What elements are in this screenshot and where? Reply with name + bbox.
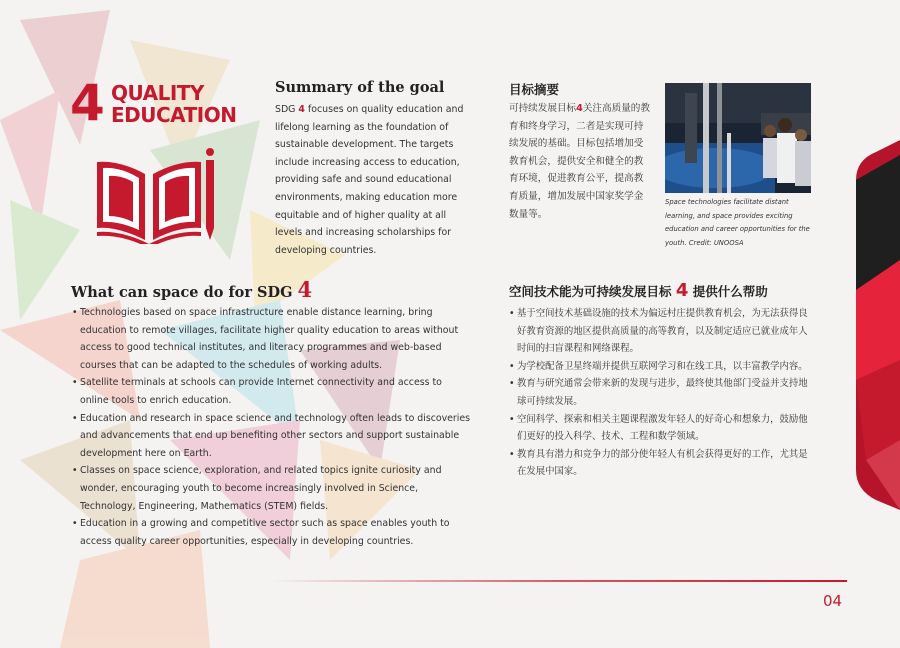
cn-summary-text: 关注高质量的教育和终身学习，二者是实现可持续发展的基础。目标包括增加受教育机会，提供安全和健全的教育环境，促进教育公平，提高教育质量，增加发展中国家奖学金数量等。 — [509, 103, 650, 220]
cn-space-benefits-list — [509, 305, 813, 481]
bullet-dot-icon: • — [72, 465, 78, 477]
sdg-title-line1: QUALITY — [111, 81, 204, 105]
summary-paragraph — [275, 101, 475, 259]
bullet-dot-icon: • — [72, 377, 78, 389]
bullet-dot-icon: • — [72, 412, 78, 424]
list-item — [509, 305, 813, 358]
list-item — [72, 374, 472, 409]
list-item-text: 教育与研究通常会带来新的发现与进步，最终使其他部门受益并支持地球可持续发展。 — [517, 378, 808, 407]
list-item-text: 为学校配备卫星终端并提供互联网学习和在线工具，以丰富教学内容。 — [517, 360, 808, 372]
list-item-text: 基于空间技术基础设施的技术为偏远村庄提供教育机会，为无法获得良好教育资源的地区提供高质量的高等教育，以及制定适应已就业成年人时间的扫盲课程和网络课程。 — [517, 308, 808, 355]
summary-prefix: SDG — [275, 104, 299, 115]
list-item — [72, 515, 472, 550]
cn-space-section-heading — [509, 280, 768, 301]
bullet-dot-icon: • — [509, 378, 515, 390]
list-item-text: Education and research in space science and technology often leads to discoveries and advancements that end up benefiting other sectors and support sustainable development here on Earth. — [80, 412, 471, 459]
right-edge-color-decoration — [856, 140, 900, 510]
footer-divider — [270, 580, 847, 582]
space-section-heading — [71, 277, 312, 302]
list-item-text: Technologies based on space infrastructure enable distance learning, bring education to remote villages, facilitate higher quality education to areas without access to good technical institutes, and literacy programmes and web-based courses that can be adapted to the schedules of working adults. — [80, 307, 459, 371]
space-section-heading-text: What can space do for SDG — [71, 284, 298, 301]
list-item — [509, 358, 813, 376]
list-item — [72, 304, 472, 374]
photo-caption: Space technologies facilitate distant learning, and space provides exciting education and career opportunities for the youth. Credit: UNOOSA — [665, 198, 810, 247]
page-number: 04 — [823, 592, 843, 610]
list-item-text: Satellite terminals at schools can provide Internet connectivity and access to online tools to enrich education. — [80, 377, 442, 406]
book-pencil-icon — [97, 148, 217, 244]
bullet-dot-icon: • — [72, 307, 78, 318]
bullet-dot-icon: • — [509, 360, 515, 372]
cn-summary-heading: 目标摘要 — [509, 82, 560, 97]
cn-space-heading-highlight: 4 — [675, 280, 689, 301]
list-item-text: 空间科学、探索和相关主题课程激发年轻人的好奇心和想象力，鼓励他们更好的投入科学、技术、工程和数学领域。 — [517, 413, 808, 443]
list-item-text: Classes on space science, exploration, and related topics ignite curiosity and wonder, encouraging youth to become increasingly involved in Science, Technology, Engineering, Mathematics (STEM) fields. — [80, 465, 442, 512]
sdg-title — [111, 82, 236, 126]
list-item-text: Education in a growing and competitive sector such as space enables youth to access quality career opportunities, especially in developing countries. — [80, 518, 450, 547]
sdg-title-line2: EDUCATION — [111, 103, 237, 127]
bullet-dot-icon: • — [509, 308, 515, 319]
bullet-dot-icon: • — [72, 518, 78, 530]
list-item — [509, 446, 813, 481]
list-item-text: 教育具有潜力和竞争力的部分使年轻人有机会获得更好的工作，尤其是在发展中国家。 — [517, 448, 808, 478]
cn-space-heading-suffix: 提供什么帮助 — [688, 284, 768, 299]
summary-text: focuses on quality education and lifelong learning as the foundation of sustainable development. The targets include increasing access to education, providing safe and sound educational environments, making education more equitable and of higher quality at all levels and increasing scholarships for developing countries. — [275, 104, 464, 256]
bullet-dot-icon: • — [509, 413, 515, 425]
bullet-dot-icon: • — [509, 448, 515, 460]
space-benefits-list — [72, 304, 472, 550]
cn-summary-highlight: 4 — [576, 103, 583, 114]
list-item — [72, 410, 472, 463]
space-section-heading-highlight: 4 — [297, 277, 313, 302]
cn-summary-prefix: 可持续发展目标 — [509, 103, 577, 114]
summary-highlight: 4 — [298, 104, 305, 115]
summary-heading: Summary of the goal — [275, 79, 445, 96]
cn-summary-paragraph — [509, 100, 651, 223]
students-space-station-photo — [665, 83, 811, 193]
list-item — [509, 411, 813, 446]
cn-space-heading-prefix: 空间技术能为可持续发展目标 — [509, 284, 676, 299]
list-item — [509, 375, 813, 410]
list-item — [72, 462, 472, 515]
sdg-number: 4 — [70, 74, 105, 132]
